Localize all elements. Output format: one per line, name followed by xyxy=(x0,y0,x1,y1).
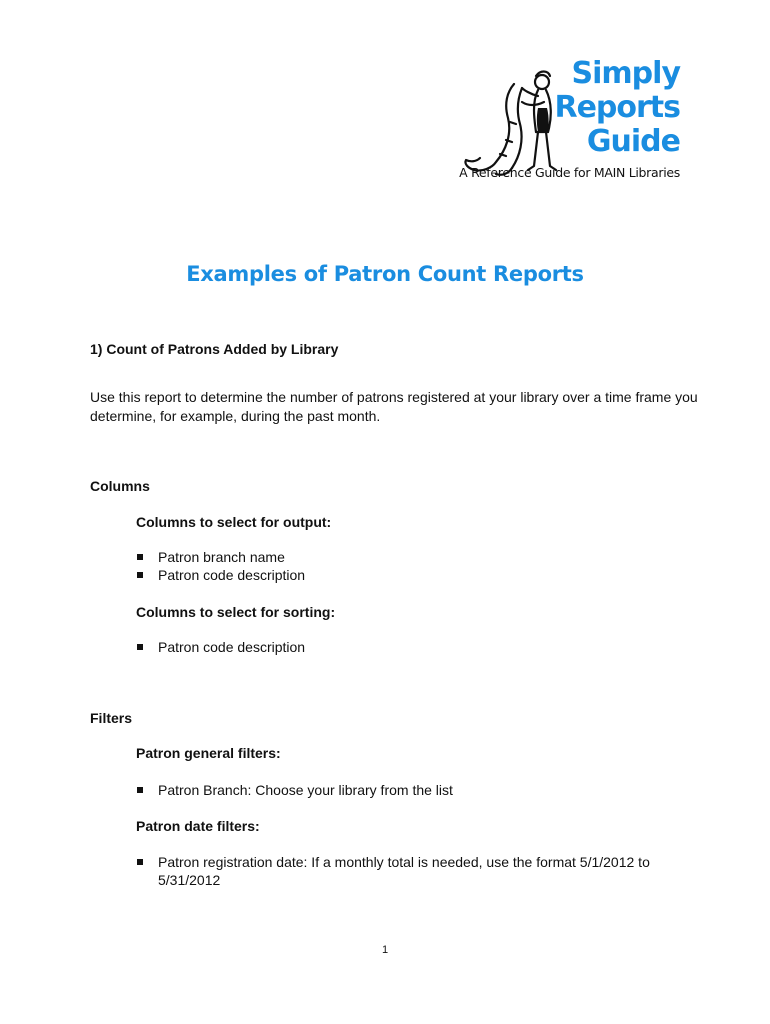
general-filters-list xyxy=(136,781,453,799)
section-description: Use this report to determine the number of patrons registered at your library over a time frame you determine, for example, during the past month. xyxy=(90,389,698,424)
square-bullet-icon xyxy=(137,554,143,560)
list-item: Patron code description xyxy=(136,566,305,584)
list-item: Patron registration date: If a monthly total is needed, use the format 5/1/2012 to 5/31/2012 xyxy=(136,853,696,889)
document-title: Examples of Patron Count Reports xyxy=(186,262,584,286)
square-bullet-icon xyxy=(137,787,143,793)
square-bullet-icon xyxy=(137,859,143,865)
general-filters-heading: Patron general filters: xyxy=(136,745,281,761)
filters-heading: Filters xyxy=(90,710,133,726)
logo-word-guide: Guide xyxy=(586,124,680,159)
sorting-columns-heading: Columns to select for sorting: xyxy=(136,604,336,620)
list-item: Patron Branch: Choose your library from the list xyxy=(136,781,453,799)
square-bullet-icon xyxy=(137,572,143,578)
logo-word-reports: Reports xyxy=(554,90,680,125)
date-filters-heading: Patron date filters: xyxy=(136,818,260,834)
square-bullet-icon xyxy=(137,644,143,650)
date-filters-list xyxy=(136,853,696,889)
page-number: 1 xyxy=(381,944,389,956)
simply-reports-guide-logo xyxy=(440,52,690,192)
section-heading: 1) Count of Patrons Added by Library xyxy=(90,341,339,357)
columns-heading: Columns xyxy=(90,478,150,494)
output-columns-heading: Columns to select for output: xyxy=(136,514,332,530)
list-item: Patron code description xyxy=(136,638,305,656)
output-columns-list xyxy=(136,548,305,584)
list-item: Patron branch name xyxy=(136,548,305,566)
logo-tagline: A Reference Guide for MAIN Libraries xyxy=(459,165,680,180)
logo-word-simply: Simply xyxy=(571,56,680,91)
sorting-columns-list xyxy=(136,638,305,656)
